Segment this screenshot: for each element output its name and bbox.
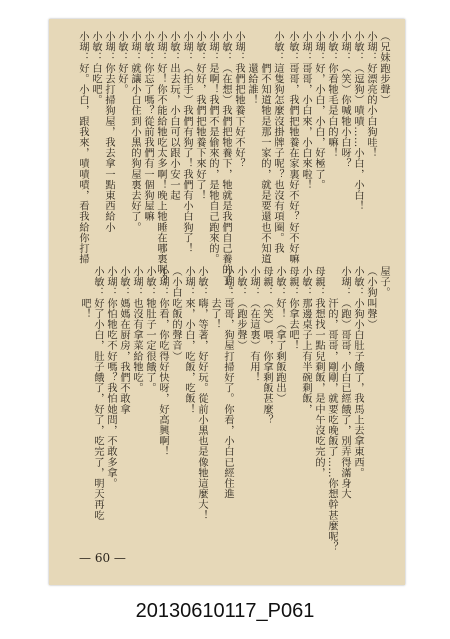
text-column: 小瑚：來，小白，吃飯，吃飯！ [183, 266, 194, 415]
text-column: 小瑚：哥哥，狗屋打掃好了。你看，小白已經住進 [222, 266, 233, 500]
text-column: 小敏：媽媽在厨房，我們不敢拿 [118, 266, 129, 415]
page-number: — 60 — [79, 551, 126, 565]
text-column: 小瑚：好。小白，跟我來，嘖嘖嘖，看我給你打掃 [77, 31, 88, 265]
text-column: 小敏：好！（拿了剩飯跑出） [274, 266, 285, 404]
book-page [49, 19, 405, 585]
text-column: 小瑚：好漂亮的小白狗哇！ [365, 31, 376, 159]
bottom-text-block [79, 266, 389, 553]
text-column: 母親：我想找一點兒剩飯，是中午沒吃完的， [313, 266, 324, 478]
text-column: 小瑚：是啊！我們不是偷來的，是牠自己跑來的。 [207, 31, 218, 265]
text-column: 小瑚：你看，你吃得好快呀，好高興啊！ [157, 266, 168, 457]
text-column: 小敏：好好，我們把牠養下來好了！ [194, 31, 205, 201]
text-column: 小瑚：就讓小白住到小黑的狗屋裏去好了。 [129, 31, 140, 233]
text-column: 小敏：好好。 [116, 31, 127, 95]
text-column: 小瑚：（笑）你喊牠小白呀？ [339, 31, 350, 169]
text-column: 小瑚：哥哥，小白來，小白來啦！ [300, 31, 311, 190]
text-column: 小敏：（逗狗）嘖嘖……小白，小白！ [352, 31, 363, 212]
text-column: 小敏：小狗小白肚子餓了，我馬上去拿東西。 [352, 266, 363, 478]
text-column: 小瑚：（在這裏）有用！ [248, 266, 259, 383]
text-column: 小敏：那邊桌子上有半碗剩飯， [300, 266, 311, 415]
text-column: 小敏：出去玩，小白可以跟小安一起 [168, 31, 179, 201]
text-column: 小瑚：（拍手）我們有狗了！我們有小白狗了！ [181, 31, 192, 254]
text-column: 小瑚：（跑）哥哥，小白已經餓了，別弄得滿身大 [339, 266, 350, 500]
text-column: 小瑚：你怕牠吃不好嗎？我怕她問，不敢多拿。 [105, 266, 116, 489]
text-column: 小敏：牠肚子一定很餓了。 [144, 266, 155, 394]
image-caption: 20130610117_P061 [135, 600, 315, 622]
text-column: 小瑚：也沒有拿菜給牠吃。 [131, 266, 142, 394]
text-column: 小敏：這隻狗怎麼沒掛牌子呢？也沒有項圈。我 [272, 31, 283, 254]
text-column: 小敏：好了小白，肚子餓了，好了，吃完了，明天再吃 [92, 266, 103, 521]
text-column: （小白吃飯的聲音） [170, 266, 181, 362]
text-column: 屋子。 [378, 266, 389, 298]
text-column: 還給誰！ [246, 31, 257, 106]
text-column: （小狗叫聲） [365, 266, 376, 330]
text-column: 小敏：哥哥，我們把牠養在家裏好不好？好不好嘛 [287, 31, 298, 265]
text-column: 吧！ [79, 266, 90, 319]
text-column: （兄妹跑步聲） [378, 31, 389, 106]
text-column: 小敏：你看牠毛是白的嘛！ [326, 31, 337, 159]
text-column: 們不知道牠是那一家的，就是要還也不知道 [259, 31, 270, 265]
text-column: 小敏：白吃吧。 [90, 31, 101, 106]
text-column: 小瑚：好！你不能給牠吃太多啊！晚上牠睡在哪裏呢？ [155, 31, 166, 286]
text-column: 去了！ [209, 266, 220, 330]
text-column: 小敏：你忘了嗎？從前我們有一個狗屋嘛 [142, 31, 153, 222]
text-column: 小瑚：你去打掃狗屋，我去拿一點東西給小 [103, 31, 114, 233]
text-column: 小敏：（在想）我們把牠養下，牠就是我們自己養的了。 [220, 31, 231, 296]
text-column: 母親：你拿去吧！ [287, 266, 298, 351]
text-column: 小敏：（跑步聲） [235, 266, 246, 351]
text-column: 小敏：嗨，等著，好好玩。從前小黑也是像牠這麼大！ [196, 266, 207, 521]
text-column: 母親：（笑）喂，你拿剩飯甚麼？ [261, 266, 272, 425]
text-column: 小瑚：我們把牠養下好不好？ [233, 31, 244, 169]
text-column: 小瑚：好，小白，小白，好極了。 [313, 31, 324, 190]
text-column: 汗的，哥哥，剛剛，就要吃晚飯了……你想幹甚麼呢？ [326, 266, 337, 553]
